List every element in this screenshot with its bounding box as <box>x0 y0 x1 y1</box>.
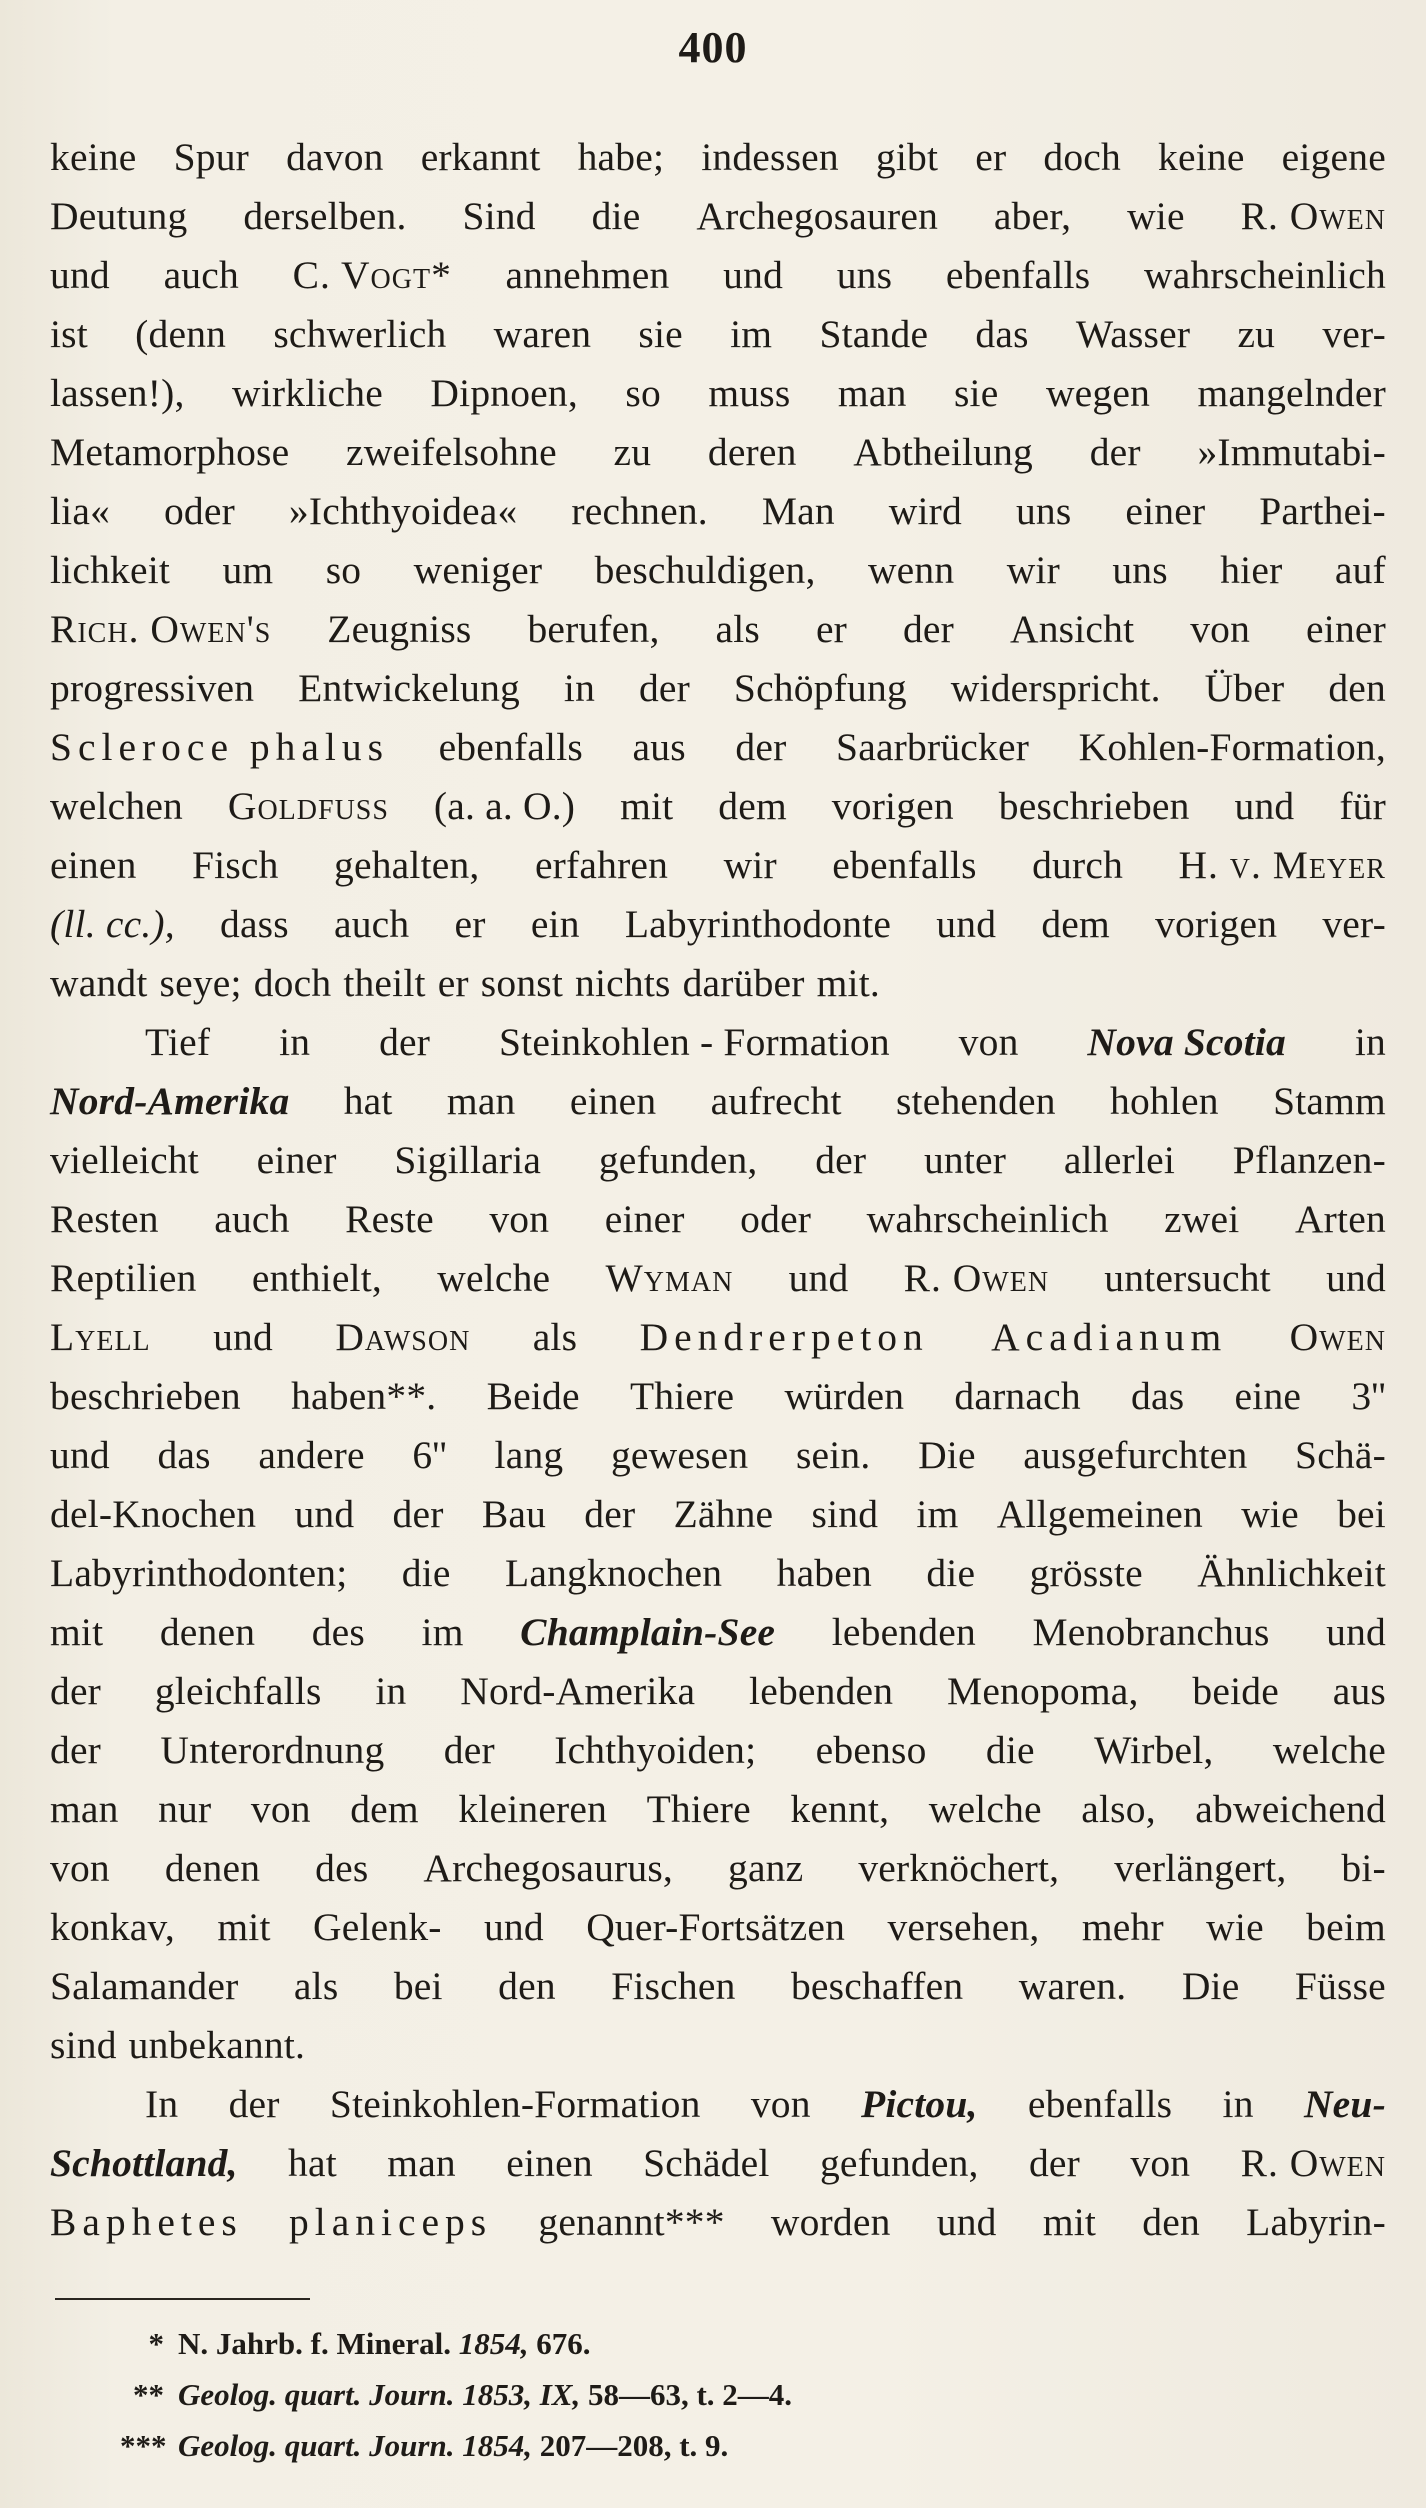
text-line-29: man nur von dem kleineren Thiere kennt, welche also, abweichend <box>50 1787 1386 1831</box>
text-line-21: Lyell und Dawson als Dendrerpeton Acadianum Owen <box>50 1315 1386 1359</box>
text-line-11: Scleroce phalus ebenfalls aus der Saarbrücker Kohlen-Formation, <box>50 725 1386 769</box>
text-line-9: Rich. Owen's Zeugniss berufen, als er der Ansicht von einer <box>50 607 1386 651</box>
text-line-6: Metamorphose zweifelsohne zu deren Abtheilung der »Immutabi- <box>50 430 1386 474</box>
text-line-35: Schottland, hat man einen Schädel gefunden, der von R. Owen <box>50 2141 1386 2185</box>
text-line-7: lia« oder »Ichthyoidea« rechnen. Man wird uns einer Parthei- <box>50 489 1386 533</box>
text-line-17: Nord-Amerika hat man einen aufrecht stehenden hohlen Stamm <box>50 1079 1386 1123</box>
page-number: 400 <box>678 23 748 72</box>
text-line-18: vielleicht einer Sigillaria gefunden, der unter allerlei Pflanzen- <box>50 1138 1386 1182</box>
text-line-22: beschrieben haben**. Beide Thiere würden darnach das eine 3'' <box>50 1374 1386 1418</box>
text-line-2: Deutung derselben. Sind die Archegosauren aber, wie R. Owen <box>50 194 1386 238</box>
text-line-20: Reptilien enthielt, welche Wyman und R. Owen untersucht und <box>50 1256 1386 1300</box>
text-line-10: progressiven Entwickelung in der Schöpfung widerspricht. Über den <box>50 666 1386 710</box>
text-line-15: wandt seye; doch theilt er sonst nichts darüber mit. <box>50 961 880 1005</box>
text-line-14: (ll. cc.), dass auch er ein Labyrinthodonte und dem vorigen ver- <box>50 902 1386 946</box>
footnote-2: ** Geolog. quart. Journ. 1853, IX, 58—63, t. 2—4. <box>120 2369 1320 2420</box>
footnote-mark: * <box>148 2326 164 2361</box>
text-line-28: der Unterordnung der Ichthyoiden; ebenso die Wirbel, welche <box>50 1728 1386 1772</box>
footnote-1: * N. Jahrb. f. Mineral. 1854, 676. <box>120 2318 1320 2369</box>
text-line-23: und das andere 6'' lang gewesen sein. Die ausgefurchten Schä- <box>50 1433 1386 1477</box>
text-line-25: Labyrinthodonten; die Langknochen haben die grösste Ähnlichkeit <box>50 1551 1386 1595</box>
body-text <box>50 128 1386 2252</box>
text-line-5: lassen!), wirkliche Dipnoen, so muss man sie wegen mangelnder <box>50 371 1386 415</box>
text-line-4: ist (denn schwerlich waren sie im Stande das Wasser zu ver- <box>50 312 1386 356</box>
text-line-13: einen Fisch gehalten, erfahren wir ebenfalls durch H. v. Meyer <box>50 843 1386 887</box>
footnote-divider <box>55 2298 310 2300</box>
text-line-26: mit denen des im Champlain-See lebenden Menobranchus und <box>50 1610 1386 1654</box>
text-line-3: und auch C. Vogt* annehmen und uns ebenfalls wahrscheinlich <box>50 253 1386 297</box>
text-line-19: Resten auch Reste von einer oder wahrscheinlich zwei Arten <box>50 1197 1386 1241</box>
text-line-1: keine Spur davon erkannt habe; indessen gibt er doch keine eigene <box>50 135 1386 179</box>
text-line-24: del-Knochen und der Bau der Zähne sind im Allgemeinen wie bei <box>50 1492 1386 1536</box>
text-line-36: Baphetes planiceps genannt*** worden und mit den Labyrin- <box>50 2200 1386 2244</box>
text-line-8: lichkeit um so weniger beschuldigen, wenn wir uns hier auf <box>50 548 1386 592</box>
text-line-30: von denen des Archegosaurus, ganz verknöchert, verlängert, bi- <box>50 1846 1386 1890</box>
text-line-33: sind unbekannt. <box>50 2023 306 2067</box>
text-line-16: Tief in der Steinkohlen - Formation von Nova Scotia in <box>145 1020 1386 1064</box>
footnote-mark: *** <box>120 2428 167 2463</box>
text-line-27: der gleichfalls in Nord-Amerika lebenden Menopoma, beide aus <box>50 1669 1386 1713</box>
text-line-34: In der Steinkohlen-Formation von Pictou, ebenfalls in Neu- <box>145 2082 1386 2126</box>
footnote-mark: ** <box>133 2377 164 2412</box>
footnotes <box>120 2318 1320 2471</box>
footnote-3: *** Geolog. quart. Journ. 1854, 207—208, t. 9. <box>120 2420 1320 2471</box>
text-line-32: Salamander als bei den Fischen beschaffen waren. Die Füsse <box>50 1964 1386 2008</box>
text-line-31: konkav, mit Gelenk- und Quer-Fortsätzen versehen, mehr wie beim <box>50 1905 1386 1949</box>
text-line-12: welchen Goldfuss (a. a. O.) mit dem vorigen beschrieben und für <box>50 784 1386 828</box>
